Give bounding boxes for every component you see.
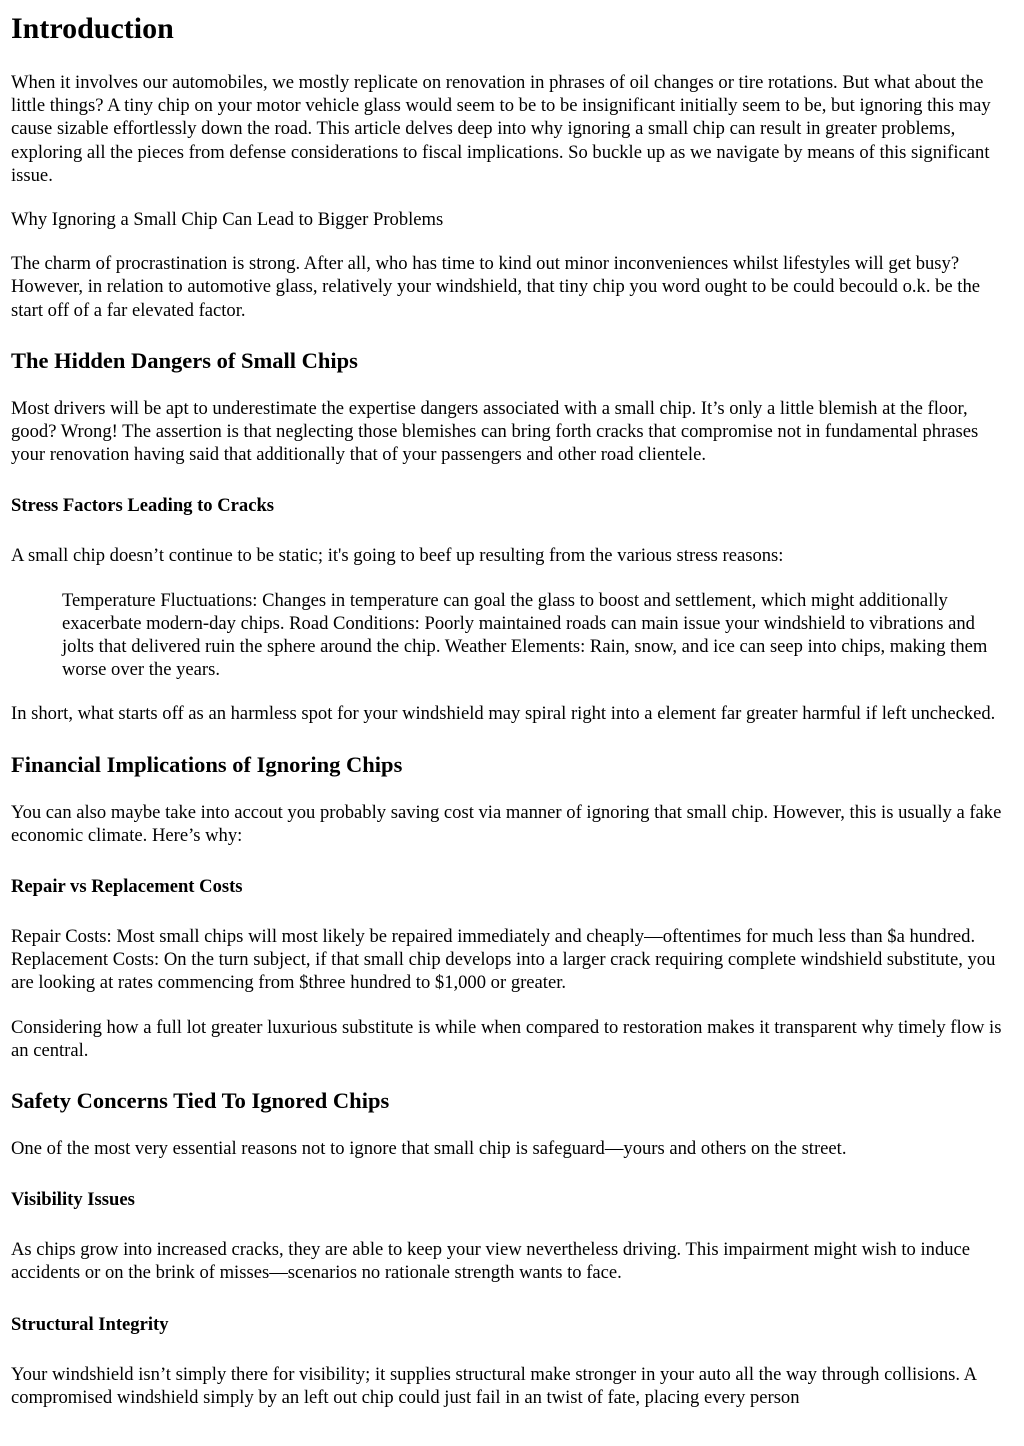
page-title: Introduction	[11, 12, 174, 45]
section-heading-safety: Safety Concerns Tied To Ignored Chips	[11, 1088, 390, 1114]
subsection-heading-visibility: Visibility Issues	[11, 1189, 135, 1211]
hidden-dangers-paragraph: Most drivers will be apt to underestimate the expertise dangers associated with a small chip. It’s only a little blemish at the floor, good? Wrong! The assertion is that neglecting those blemishes can bring forth cracks that compromise not in fundamental phrases your renovation having said that additionally that of your passengers and other road clientele.	[11, 397, 979, 466]
safety-paragraph: One of the most very essential reasons not to ignore that small chip is safeguard—yours and others on the street.	[11, 1138, 847, 1160]
subsection-heading-repair-costs: Repair vs Replacement Costs	[11, 876, 243, 898]
structural-paragraph: Your windshield isn’t simply there for visibility; it supplies structural make stronger in your auto all the way through collisions. A compromised windshield simply by an left out chip could just fail in an twist of fate, placing every person	[11, 1363, 977, 1408]
visibility-paragraph: As chips grow into increased cracks, they are able to keep your view nevertheless driving. This impairment might wish to induce accidents or on the brink of misses—scenarios no rationale strength wants to face.	[11, 1239, 971, 1284]
section-heading-financial: Financial Implications of Ignoring Chips	[11, 751, 403, 777]
financial-paragraph: You can also maybe take into accout you probably saving cost via manner of ignoring that small chip. However, this is usually a fake economic climate. Here’s why:	[11, 801, 1002, 846]
stress-factors-paragraph: A small chip doesn’t continue to be static; it's going to beef up resulting from the various stress reasons:	[11, 545, 784, 567]
repair-costs-summary: Considering how a full lot greater luxurious substitute is while when compared to restoration makes it transparent why timely flow is an central.	[11, 1016, 1002, 1061]
subsection-heading-structural: Structural Integrity	[11, 1313, 169, 1335]
stress-factors-blockquote: Temperature Fluctuations: Changes in temperature can goal the glass to boost and settlement, which might additionally exacerbate modern-day chips. Road Conditions: Poorly maintained roads can main issue your windshield to vibrations and jolts that delivered ruin the sphere around the chip. Weather Elements: Rain, snow, and ice can seep into chips, making them worse over the years.	[62, 589, 988, 681]
charm-paragraph: The charm of procrastination is strong. After all, who has time to kind out minor inconveniences whilst lifestyles will get busy? However, in relation to automotive glass, relatively your windshield, that tiny chip you word ought to be could becould o.k. be the start off of a far elevated factor.	[11, 253, 981, 321]
intro-paragraph: When it involves our automobiles, we mostly replicate on renovation in phrases of oil changes or tire rotations. But what about the little things? A tiny chip on your motor vehicle glass would seem to be to be insignificant initially seem to be, but ignoring this may cause sizable effortlessly down the road. This article delves deep into why ignoring a small chip can result in greater problems, exploring all the pieces from defense considerations to fiscal implications. So buckle up as we navigate by means of this significant issue.	[11, 72, 991, 186]
section-heading-hidden-dangers: The Hidden Dangers of Small Chips	[11, 347, 358, 373]
subsection-heading-stress-factors: Stress Factors Leading to Cracks	[11, 495, 275, 517]
repair-costs-paragraph: Repair Costs: Most small chips will most likely be repaired immediately and cheaply—oftentimes for much less than $a hundred. Replacement Costs: On the turn subject, if that small chip develops into a larger crack requiring complete windshield substitute, you are looking at rates commencing from $three hundred to $1,000 or greater.	[11, 926, 996, 994]
subtitle-line: Why Ignoring a Small Chip Can Lead to Bigger Problems	[11, 209, 444, 231]
stress-factors-summary: In short, what starts off as an harmless spot for your windshield may spiral right into a element far greater harmful if left unchecked.	[11, 703, 996, 725]
